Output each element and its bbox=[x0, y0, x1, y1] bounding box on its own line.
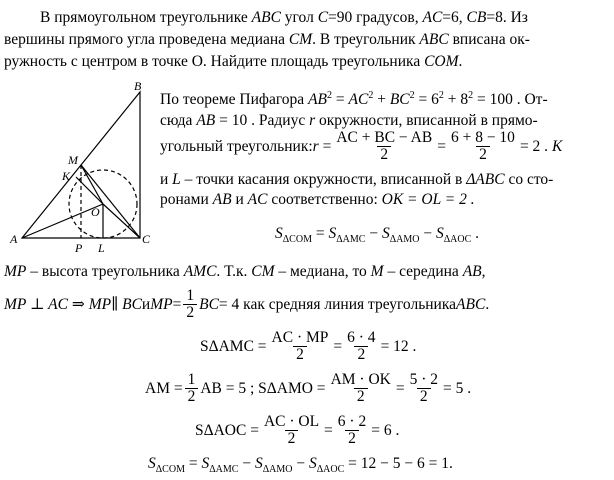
equation-com-result: $S_{\Delta COM} = S_{\Delta AMC} - S_{\Delta AMO} - S_{\Delta AOC} = 12 - 5 - 6 = 1$. bbox=[148, 455, 453, 476]
label-o: O bbox=[91, 205, 100, 219]
equation-aoc: SΔAOC = $\frac{AC \cdot OL}{2}$ = $\frac{6 \cdot 2}{2}$ = 6 . bbox=[195, 412, 400, 447]
equation-amo: AM = $\frac{1}{2}$ AB = 5 ; SΔAMO = $\frac{AM \cdot OK}{2}$ = $\frac{5 \cdot 2}{2}$ = 5 . bbox=[145, 370, 472, 405]
median-cm bbox=[81, 165, 140, 238]
solution-line-5: ронами AB и AC соответственно: OK = OL = 2 . bbox=[160, 191, 475, 208]
segment-oc bbox=[103, 204, 140, 238]
solution-line-3: угольный треугольник: r = $\frac{AC + BC - AB}{2}$ = $\frac{6 + 8 - 10}{2}$ = 2 . K bbox=[160, 128, 563, 163]
label-k: K bbox=[62, 169, 71, 183]
solution-line-1: По теореме Пифагора $AB^2 = AC^2 + BC^2 = 6^2 + 8^2 = 100$ . От- bbox=[160, 89, 548, 108]
problem-line-1: В прямоугольном треугольнике ABC угол C=90 градусов, AC=6, CB=8. Из bbox=[40, 9, 528, 26]
triangle-figure bbox=[0, 80, 158, 260]
fraction-r: $\frac{AC + BC - AB}{2}$ bbox=[336, 128, 433, 163]
label-c: C bbox=[142, 232, 151, 246]
solution-line-4: и L – точки касания окружности, вписанной в ΔABC со сто- bbox=[160, 171, 554, 188]
label-p: P bbox=[75, 241, 83, 255]
solution-line-6: MP – высота треугольника AMC. Т.к. CM – медиана, то M – середина AB, bbox=[4, 263, 486, 280]
label-m: M bbox=[68, 153, 78, 167]
label-b: B bbox=[134, 80, 142, 93]
fraction-half: $\frac{1}{2}$ bbox=[183, 288, 197, 321]
fraction-r-values: $\frac{6 + 8 - 10}{2}$ bbox=[450, 128, 515, 163]
label-a: A bbox=[10, 232, 18, 246]
problem-line-3: ружность с центром в точке О. Найдите площадь треугольника COM. bbox=[4, 53, 463, 70]
solution-line-7: MP ⊥ AC ⇒ MP∥ BC и MP = $\frac{1}{2}$ BC = 4 как средняя линия треугольника ABC . bbox=[4, 286, 490, 321]
area-formula: $S_{\Delta COM} = S_{\Delta AMC} - S_{\Delta AMO} - S_{\Delta AOC}$ . bbox=[275, 225, 479, 246]
equation-amc: SΔAMC = $\frac{AC \cdot MP}{2}$ = $\frac{6 \cdot 4}{2}$ = 12 . bbox=[200, 328, 417, 363]
label-l: L bbox=[98, 241, 105, 255]
solution-line-2: сюда AB = 10 . Радиус r окружности, вписанной в прямо- bbox=[160, 112, 538, 129]
problem-line-2: вершины прямого угла проведена медиана CM. В треугольник ABC вписана ок- bbox=[4, 31, 530, 48]
